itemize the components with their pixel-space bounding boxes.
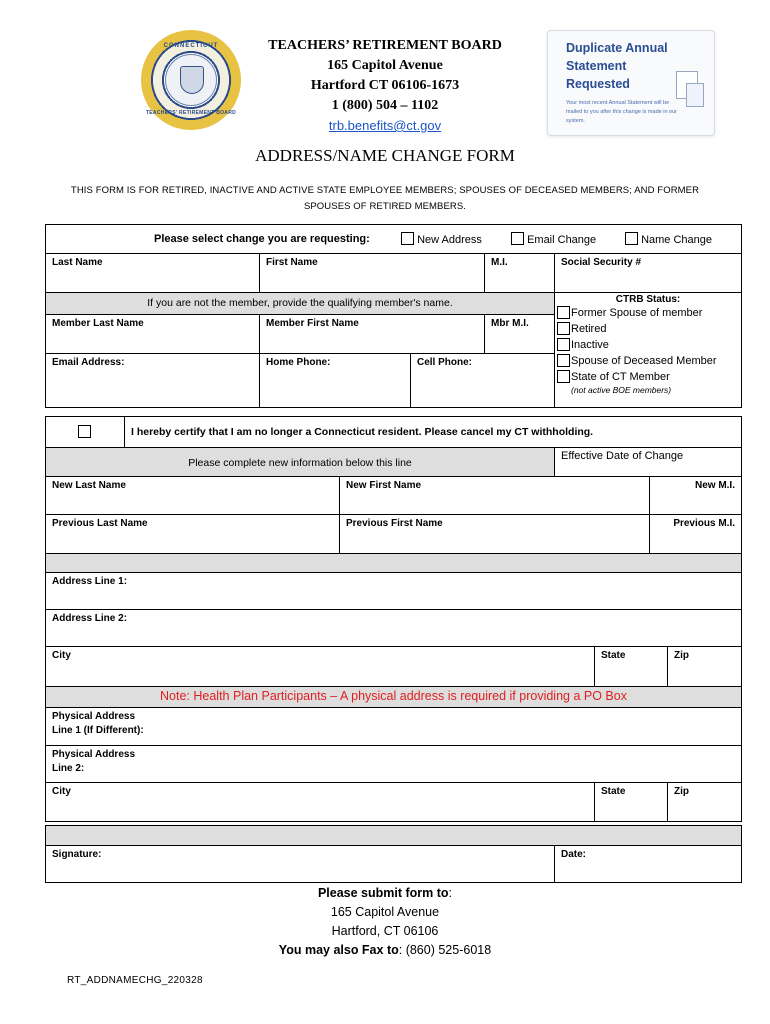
new-mi-label: New M.I. [694,480,735,491]
physical-zip-field[interactable] [667,782,742,822]
zip-field[interactable] [667,646,742,687]
new-first-name-label: New First Name [346,480,422,491]
address-line1-label: Address Line 1: [52,576,128,587]
address-line2-label: Address Line 2: [52,613,128,624]
ctrb-option-former-spouse[interactable] [559,305,737,321]
ctrb-status-box [554,292,742,408]
city-field[interactable] [45,646,595,687]
member-mi-label: Mbr M.I. [491,318,529,329]
email-change-label: Email Change [527,234,597,246]
new-last-name-label: New Last Name [52,480,126,491]
promo-title: Duplicate Annual Statement Requested [566,41,668,91]
state-field[interactable] [594,646,668,687]
seal-shield-icon [180,66,204,94]
home-phone-label: Home Phone: [266,357,331,368]
org-address-line2: Hartford CT 06106-1673 [310,78,460,93]
form-intro: THIS FORM IS FOR RETIRED, INACTIVE AND ACTIVE STATE EMPLOYEE MEMBERS; SPOUSES OF DECEASED MEMBERS; AND FORMER SPOUSES OF RETIRED MEMBERS. [70,185,700,212]
member-first-name-label: Member First Name [266,318,359,329]
submit-address-line2: Hartford, CT 06106 [331,924,439,938]
retired-label: Retired [571,323,607,335]
member-last-name-label: Member Last Name [52,318,144,329]
state-label: State [601,650,626,661]
submit-label: Please submit form to [317,886,449,900]
option-new-address[interactable] [401,232,482,246]
last-name-field[interactable] [45,253,260,293]
last-name-label: Last Name [52,257,103,268]
previous-first-name-field[interactable] [339,514,650,554]
ctrb-option-inactive[interactable] [559,337,737,353]
ctrb-option-state-member[interactable] [559,369,737,385]
date-label: Date: [561,849,587,860]
email-address-label: Email Address: [52,357,125,368]
mi-label: M.I. [491,257,508,268]
ctrb-option-spouse-deceased[interactable] [559,353,737,369]
previous-mi-label: Previous M.I. [673,518,735,529]
physical-city-label: City [52,786,71,797]
inactive-checkbox[interactable] [557,338,570,351]
new-address-checkbox[interactable] [401,232,414,245]
physical-city-field[interactable] [45,782,595,822]
date-field[interactable] [554,845,742,883]
new-last-name-field[interactable] [45,476,340,515]
org-phone: 1 (800) 504 – 1102 [331,98,439,113]
option-email-change[interactable] [511,232,596,246]
former-spouse-label: Former Spouse of member [571,307,703,319]
duplicate-statement-notice [547,30,715,136]
spouse-deceased-label: Spouse of Deceased Member [571,355,717,367]
document-copy-icon [686,83,704,107]
zip-label: Zip [674,650,689,661]
ctrb-option-retired[interactable] [559,321,737,337]
address-divider-bar [45,553,742,573]
member-first-name-field[interactable] [259,314,485,354]
state-member-checkbox[interactable] [557,370,570,383]
address-line2-field[interactable] [45,609,742,647]
option-name-change[interactable] [625,232,712,246]
physical-line1-label-a: Physical Address [52,711,136,722]
certify-checkbox[interactable] [78,425,91,438]
change-type-prompt: Please select change you are requesting: [154,233,370,245]
email-change-checkbox[interactable] [511,232,524,245]
change-type-row [45,224,742,254]
previous-mi-field[interactable] [649,514,742,554]
qualifying-member-note: If you are not the member, provide the qualifying member's name. [45,292,555,315]
physical-address-line1-field[interactable] [45,707,742,746]
new-address-label: New Address [417,234,482,246]
physical-state-field[interactable] [594,782,668,822]
seal-inner [165,54,217,106]
org-header [240,36,530,136]
previous-last-name-field[interactable] [45,514,340,554]
ssn-field[interactable] [554,253,742,293]
new-first-name-field[interactable] [339,476,650,515]
mi-field[interactable] [484,253,555,293]
promo-fine-print: Your most recent Annual Statement will be mailed to you after this change is made in our system. [566,100,677,124]
form-title: ADDRESS/NAME CHANGE FORM [255,146,515,165]
previous-last-name-label: Previous Last Name [52,518,148,529]
effective-date-field[interactable] [554,447,742,477]
certify-checkbox-cell [45,416,125,448]
cell-phone-label: Cell Phone: [417,357,473,368]
email-address-field[interactable] [45,353,260,408]
health-plan-note: Note: Health Plan Participants – A physical address is required if providing a PO Box [160,689,627,703]
physical-line2-label-a: Physical Address [52,749,136,760]
physical-line2-label-b: Line 2: [52,763,85,774]
ctrb-status-title: CTRB Status: [615,294,681,305]
previous-first-name-label: Previous First Name [346,518,443,529]
name-change-checkbox[interactable] [625,232,638,245]
fax-number: : (860) 525-6018 [398,943,492,957]
signature-field[interactable] [45,845,555,883]
health-plan-note-bar [45,686,742,708]
form-code: RT_ADDNAMECHG_220328 [67,975,203,986]
cell-phone-field[interactable] [410,353,555,408]
signature-divider-bar [45,825,742,846]
first-name-label: First Name [266,257,318,268]
org-address-line1: 165 Capitol Avenue [327,58,443,73]
certify-text: I hereby certify that I am no longer a Connecticut resident. Please cancel my CT withholding. [131,426,594,438]
inactive-label: Inactive [571,339,609,351]
effective-date-label: Effective Date of Change [561,450,684,462]
submit-address-line1: 165 Capitol Avenue [330,905,440,919]
seal-text-bottom: TEACHERS' RETIREMENT BOARD [145,110,237,116]
former-spouse-checkbox[interactable] [557,306,570,319]
physical-line1-label-b: Line 1 (If Different): [52,725,144,736]
retired-checkbox[interactable] [557,322,570,335]
signature-label: Signature: [52,849,102,860]
physical-address-line2-field[interactable] [45,745,742,783]
state-member-label: State of CT Member [571,371,670,383]
seal-text-top: CONNECTICUT [163,43,219,49]
address-line1-field[interactable] [45,572,742,610]
name-change-label: Name Change [641,234,712,246]
submit-colon: : [448,886,453,900]
org-name: TEACHERS’ RETIREMENT BOARD [268,38,502,53]
member-last-name-field[interactable] [45,314,260,354]
trb-seal-logo [141,30,241,130]
certify-statement [124,416,742,448]
submit-instructions [0,884,770,960]
ctrb-note: (not active BOE members) [571,385,672,395]
spouse-deceased-checkbox[interactable] [557,354,570,367]
physical-state-label: State [601,786,626,797]
physical-zip-label: Zip [674,786,689,797]
ssn-label: Social Security # [561,257,642,268]
org-email-link[interactable]: trb.benefits@ct.gov [328,118,442,133]
first-name-field[interactable] [259,253,485,293]
new-mi-field[interactable] [649,476,742,515]
complete-info-note: Please complete new information below this line [45,447,555,477]
home-phone-field[interactable] [259,353,411,408]
city-label: City [52,650,71,661]
member-mi-field[interactable] [484,314,555,354]
fax-label: You may also Fax to [278,943,399,957]
